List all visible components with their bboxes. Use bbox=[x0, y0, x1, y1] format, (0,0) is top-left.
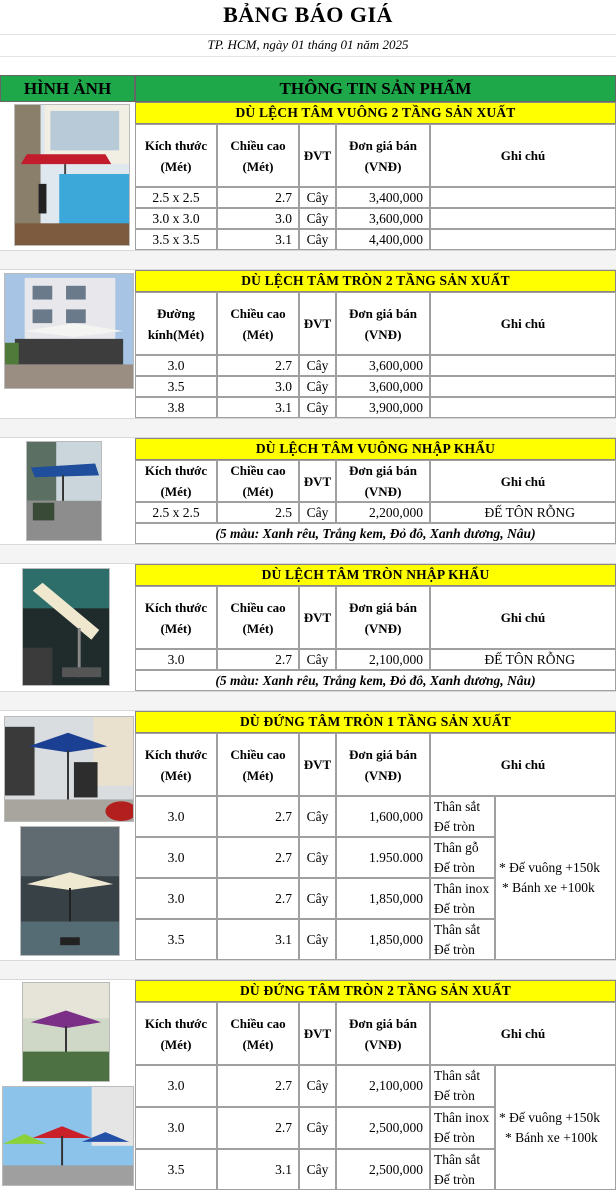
section-spacer bbox=[0, 691, 616, 711]
size-cell: 3.0 bbox=[135, 649, 217, 670]
col-unit-header: ĐVT bbox=[299, 124, 336, 187]
height-cell: 2.7 bbox=[217, 187, 299, 208]
note-cell: ĐẾ TÔN RỖNG bbox=[430, 649, 616, 670]
unit-cell: Cây bbox=[299, 397, 336, 418]
col-unit-header: ĐVT bbox=[299, 586, 336, 649]
unit-cell: Cây bbox=[299, 208, 336, 229]
section-title: DÙ LỆCH TÂM TRÒN 2 TẦNG SẢN XUẤT bbox=[135, 270, 616, 292]
size-cell: 3.0 bbox=[135, 796, 217, 837]
size-cell: 2.5 x 2.5 bbox=[135, 187, 217, 208]
col-price-header: Đơn giá bán (VNĐ) bbox=[336, 460, 430, 502]
price-cell: 3,400,000 bbox=[336, 187, 430, 208]
product-photo-1 bbox=[14, 104, 130, 246]
material-cell bbox=[430, 837, 495, 878]
price-cell: 3,600,000 bbox=[336, 208, 430, 229]
col-unit-header: ĐVT bbox=[299, 1002, 336, 1065]
price-cell: 2,500,000 bbox=[336, 1107, 430, 1149]
col-height-header: Chiều cao (Mét) bbox=[217, 586, 299, 649]
col-unit-header: ĐVT bbox=[299, 733, 336, 796]
color-options-note: (5 màu: Xanh rêu, Trắng kem, Đỏ đô, Xanh dương, Nâu) bbox=[135, 670, 616, 691]
unit-cell: Cây bbox=[299, 1107, 336, 1149]
body-material: Thân gỗ bbox=[434, 839, 479, 855]
height-cell: 3.1 bbox=[217, 397, 299, 418]
col-size-header: Đường kính(Mét) bbox=[135, 292, 217, 355]
col-height-header: Chiều cao (Mét) bbox=[217, 124, 299, 187]
product-photo-3 bbox=[26, 441, 102, 541]
body-material: Thân inox bbox=[434, 1110, 490, 1125]
section-spacer bbox=[0, 960, 616, 980]
col-price-header: Đơn giá bán (VNĐ) bbox=[336, 1002, 430, 1065]
height-cell: 2.7 bbox=[217, 796, 299, 837]
body-material: Thân sắt bbox=[434, 798, 481, 814]
height-cell: 2.7 bbox=[217, 837, 299, 878]
page-title: BẢNG BÁO GIÁ bbox=[223, 2, 393, 27]
wheels-surcharge: * Bánh xe +100k bbox=[502, 880, 595, 895]
height-cell: 3.0 bbox=[217, 376, 299, 397]
col-note-header: Ghi chú bbox=[430, 733, 616, 796]
size-cell: 3.0 bbox=[135, 837, 217, 878]
col-size-header: Kích thước (Mét) bbox=[135, 586, 217, 649]
price-cell: 2,100,000 bbox=[336, 649, 430, 670]
image-column-header: HÌNH ẢNH bbox=[0, 75, 135, 102]
size-cell: 3.0 bbox=[135, 1065, 217, 1107]
product-photo-6b bbox=[2, 1086, 134, 1186]
square-base-surcharge: * Đế vuông +150k bbox=[499, 1109, 600, 1125]
base-type: Đế tròn bbox=[434, 941, 475, 957]
price-cell: 2,500,000 bbox=[336, 1149, 430, 1190]
height-cell: 3.1 bbox=[217, 1149, 299, 1190]
size-cell: 3.8 bbox=[135, 397, 217, 418]
product-photo-5b bbox=[20, 826, 120, 956]
size-cell: 3.0 bbox=[135, 1107, 217, 1149]
note-cell bbox=[430, 355, 616, 376]
material-cell bbox=[430, 878, 495, 919]
price-cell: 3,600,000 bbox=[336, 376, 430, 397]
extras-note-cell bbox=[495, 796, 616, 960]
price-cell: 1.950.000 bbox=[336, 837, 430, 878]
col-height-header: Chiều cao (Mét) bbox=[217, 460, 299, 502]
material-cell bbox=[430, 1107, 495, 1149]
unit-cell: Cây bbox=[299, 796, 336, 837]
price-cell: 2,200,000 bbox=[336, 502, 430, 523]
product-photo-4 bbox=[22, 568, 110, 686]
body-material: Thân sắt bbox=[434, 921, 481, 937]
height-cell: 3.1 bbox=[217, 229, 299, 250]
price-cell: 1,600,000 bbox=[336, 796, 430, 837]
base-type: Đế tròn bbox=[434, 1171, 475, 1187]
page-subtitle: TP. HCM, ngày 01 tháng 01 năm 2025 bbox=[207, 37, 409, 52]
unit-cell: Cây bbox=[299, 919, 336, 960]
col-note-header: Ghi chú bbox=[430, 292, 616, 355]
height-cell: 2.5 bbox=[217, 502, 299, 523]
base-type: Đế tròn bbox=[434, 1088, 475, 1103]
col-size-header: Kích thước (Mét) bbox=[135, 1002, 217, 1065]
price-cell: 4,400,000 bbox=[336, 229, 430, 250]
section-spacer bbox=[0, 250, 616, 270]
base-type: Đế tròn bbox=[434, 818, 475, 834]
size-cell: 3.5 x 3.5 bbox=[135, 229, 217, 250]
size-cell: 3.0 x 3.0 bbox=[135, 208, 217, 229]
price-cell: 3,900,000 bbox=[336, 397, 430, 418]
col-height-header: Chiều cao (Mét) bbox=[217, 733, 299, 796]
section-title: DÙ ĐỨNG TÂM TRÒN 1 TẦNG SẢN XUẤT bbox=[135, 711, 616, 733]
col-unit-header: ĐVT bbox=[299, 460, 336, 502]
note-cell bbox=[430, 187, 616, 208]
base-type: Đế tròn bbox=[434, 1130, 475, 1145]
size-cell: 3.5 bbox=[135, 919, 217, 960]
product-photo-5a bbox=[4, 716, 134, 822]
col-price-header: Đơn giá bán (VNĐ) bbox=[336, 124, 430, 187]
color-options-note: (5 màu: Xanh rêu, Trắng kem, Đỏ đô, Xanh dương, Nâu) bbox=[135, 523, 616, 544]
price-cell: 2,100,000 bbox=[336, 1065, 430, 1107]
material-cell bbox=[430, 796, 495, 837]
size-cell: 3.0 bbox=[135, 878, 217, 919]
col-price-header: Đơn giá bán (VNĐ) bbox=[336, 586, 430, 649]
height-cell: 2.7 bbox=[217, 649, 299, 670]
unit-cell: Cây bbox=[299, 229, 336, 250]
product-photo-2 bbox=[4, 273, 134, 389]
col-unit-header: ĐVT bbox=[299, 292, 336, 355]
col-height-header: Chiều cao (Mét) bbox=[217, 292, 299, 355]
col-height-header: Chiều cao (Mét) bbox=[217, 1002, 299, 1065]
section-spacer bbox=[0, 544, 616, 564]
price-cell: 1,850,000 bbox=[336, 878, 430, 919]
height-cell: 3.1 bbox=[217, 919, 299, 960]
size-cell: 3.0 bbox=[135, 355, 217, 376]
size-cell: 2.5 x 2.5 bbox=[135, 502, 217, 523]
height-cell: 2.7 bbox=[217, 1107, 299, 1149]
info-column-header: THÔNG TIN SẢN PHẨM bbox=[135, 75, 616, 102]
col-price-header: Đơn giá bán (VNĐ) bbox=[336, 292, 430, 355]
body-material: Thân sắt bbox=[434, 1151, 481, 1167]
note-cell bbox=[430, 208, 616, 229]
unit-cell: Cây bbox=[299, 376, 336, 397]
wheels-surcharge: * Bánh xe +100k bbox=[505, 1129, 598, 1145]
unit-cell: Cây bbox=[299, 502, 336, 523]
material-cell bbox=[430, 1065, 495, 1107]
section-title: DÙ LỆCH TÂM VUÔNG 2 TẦNG SẢN XUẤT bbox=[135, 102, 616, 124]
section-title: DÙ LỆCH TÂM VUÔNG NHẬP KHẨU bbox=[135, 438, 616, 460]
height-cell: 2.7 bbox=[217, 878, 299, 919]
height-cell: 2.7 bbox=[217, 1065, 299, 1107]
price-cell: 3,600,000 bbox=[336, 355, 430, 376]
base-type: Đế tròn bbox=[434, 859, 475, 875]
size-cell: 3.5 bbox=[135, 376, 217, 397]
material-cell bbox=[430, 1149, 495, 1190]
col-note-header: Ghi chú bbox=[430, 124, 616, 187]
body-material: Thân sắt bbox=[434, 1068, 481, 1083]
unit-cell: Cây bbox=[299, 649, 336, 670]
section-spacer bbox=[0, 418, 616, 438]
size-cell: 3.5 bbox=[135, 1149, 217, 1190]
unit-cell: Cây bbox=[299, 187, 336, 208]
height-cell: 2.7 bbox=[217, 355, 299, 376]
unit-cell: Cây bbox=[299, 837, 336, 878]
price-cell: 1,850,000 bbox=[336, 919, 430, 960]
note-cell bbox=[430, 376, 616, 397]
note-cell bbox=[430, 229, 616, 250]
material-cell bbox=[430, 919, 495, 960]
col-size-header: Kích thước (Mét) bbox=[135, 460, 217, 502]
col-note-header: Ghi chú bbox=[430, 1002, 616, 1065]
col-note-header: Ghi chú bbox=[430, 460, 616, 502]
section-title: DÙ ĐỨNG TÂM TRÒN 2 TẦNG SẢN XUẤT bbox=[135, 980, 616, 1002]
note-cell bbox=[430, 397, 616, 418]
base-type: Đế tròn bbox=[434, 900, 475, 916]
product-photo-6a bbox=[22, 982, 110, 1082]
note-cell: ĐẾ TÔN RỖNG bbox=[430, 502, 616, 523]
height-cell: 3.0 bbox=[217, 208, 299, 229]
col-price-header: Đơn giá bán (VNĐ) bbox=[336, 733, 430, 796]
unit-cell: Cây bbox=[299, 1065, 336, 1107]
square-base-surcharge: * Đế vuông +150k bbox=[499, 860, 600, 875]
extras-note-cell bbox=[495, 1065, 616, 1190]
unit-cell: Cây bbox=[299, 1149, 336, 1190]
unit-cell: Cây bbox=[299, 878, 336, 919]
col-size-header: Kích thước (Mét) bbox=[135, 733, 217, 796]
section-title: DÙ LỆCH TÂM TRÒN NHẬP KHẨU bbox=[135, 564, 616, 586]
col-note-header: Ghi chú bbox=[430, 586, 616, 649]
body-material: Thân inox bbox=[434, 880, 490, 896]
unit-cell: Cây bbox=[299, 355, 336, 376]
col-size-header: Kích thước (Mét) bbox=[135, 124, 217, 187]
